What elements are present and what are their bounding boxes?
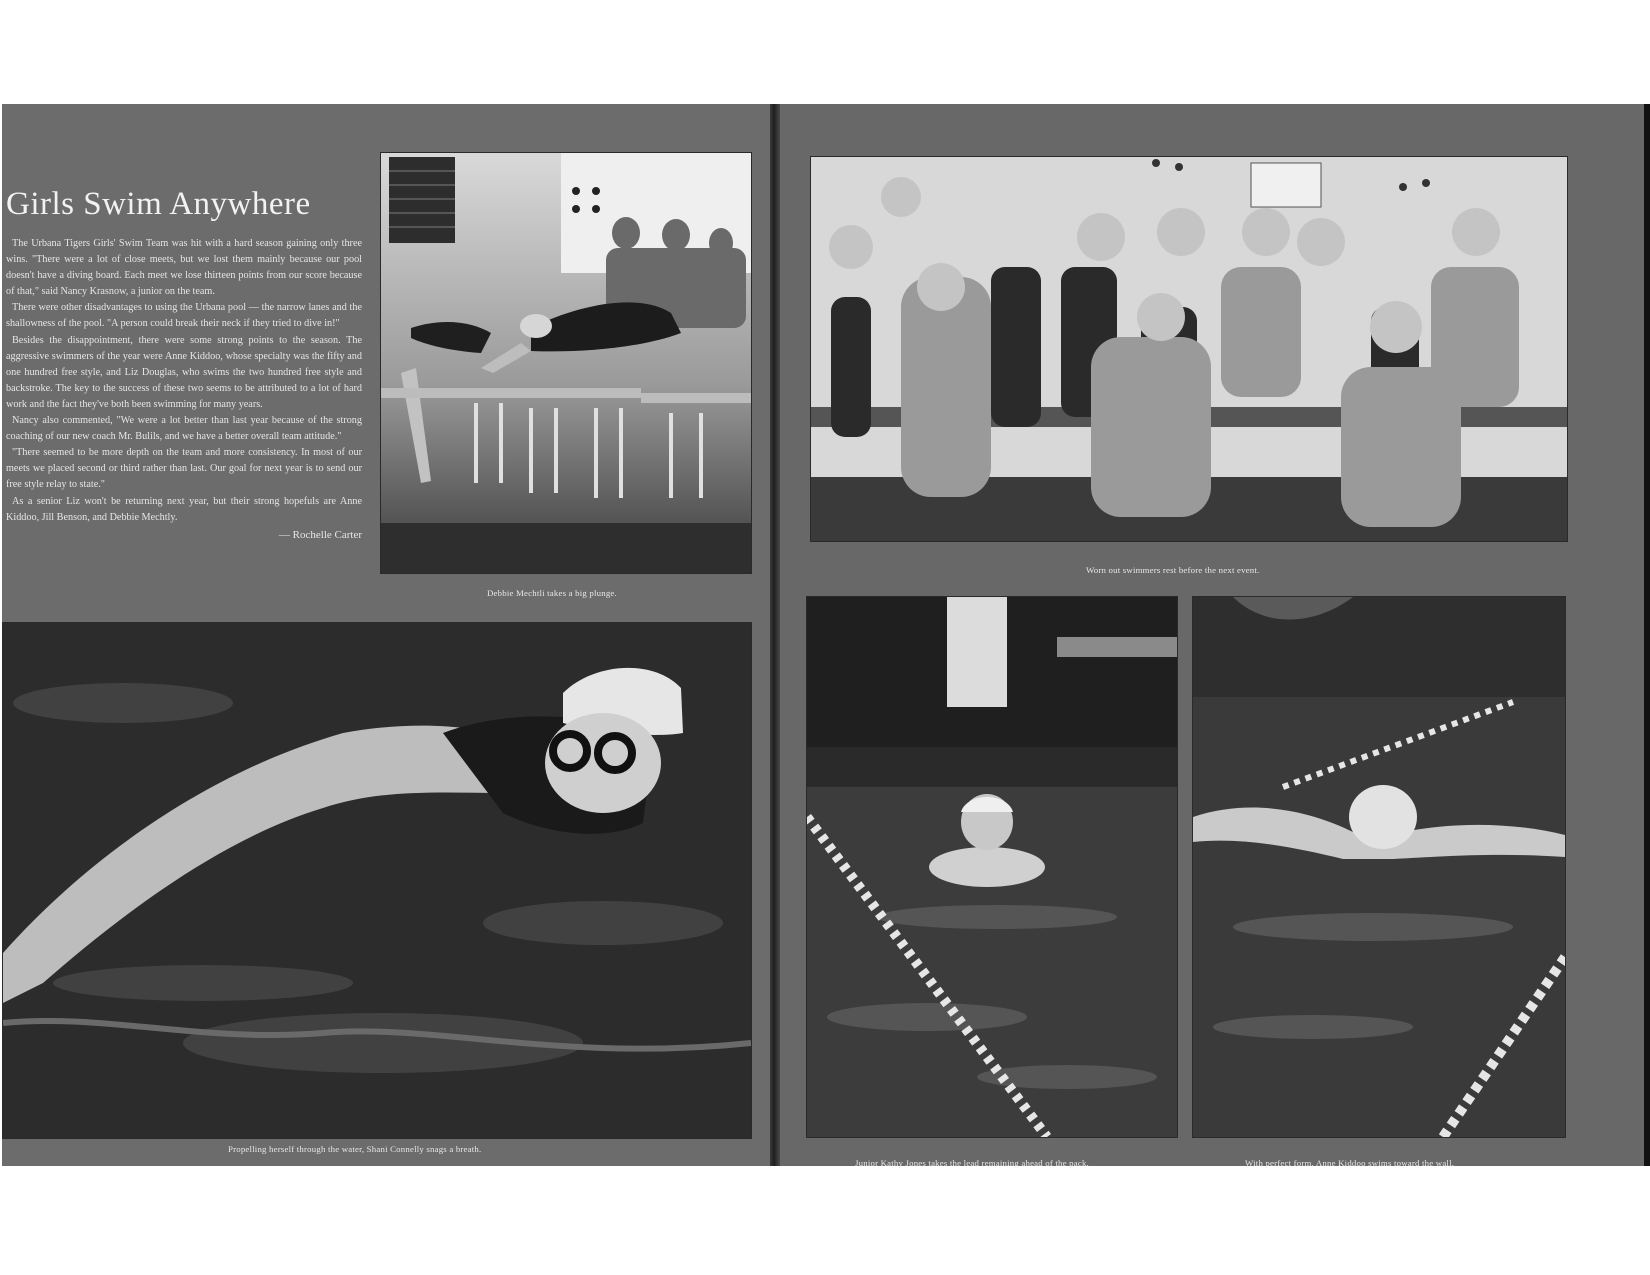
article-paragraph: "There seemed to be more depth on the team and more consistency. In most of our meets we placed second or third rather than last. Our goal for next year is to send our free style relay to state." — [6, 447, 362, 491]
article-paragraph: The Urbana Tigers Girls' Swim Team was hit with a hard season gaining only three wins. "There were a lot of close meets, but we lost them mainly because our pool doesn't have a diving board. Each meet we lose thirteen points from our score because of that," said Nancy Krasnow, a junior on the team. — [6, 238, 362, 298]
dive-caption: Debbie Mechtli takes a big plunge. — [487, 588, 617, 598]
page-edge — [1644, 104, 1650, 1166]
yearbook-spread — [0, 104, 1650, 1166]
lane-photo — [806, 596, 1178, 1138]
article-paragraph: As a senior Liz won't be returning next year, but their strong hopefuls are Anne Kiddoo, Jill Benson, and Debbie Mechtly. — [6, 495, 362, 523]
article-paragraph: There were other disadvantages to using the Urbana pool — the narrow lanes and the shallowness of the pool. "A person could break their neck if they tried to dive in!" — [6, 302, 362, 330]
article-title: Girls Swim Anywhere — [6, 186, 311, 222]
bench-photo — [810, 156, 1568, 542]
dive-photo — [380, 152, 752, 574]
article-paragraph: Besides the disappointment, there were some strong points to the season. The aggressive swimmers of the year were Anne Kiddoo, whose specialty was the fifty and one hundred free style, and Liz Douglas, who swims the two hundred free style and backstroke. The key to the success of these two seems to be attributed to a lot of hard work and the fact they've both been swimming for many years. — [6, 334, 362, 410]
butterfly-caption: With perfect form, Anne Kiddoo swims toward the wall. — [1245, 1158, 1455, 1168]
book-gutter — [770, 104, 780, 1166]
bench-caption: Worn out swimmers rest before the next event. — [1086, 565, 1260, 575]
article-byline: — Rochelle Carter — [278, 528, 362, 541]
lane-caption: Junior Kathy Jones takes the lead remaining ahead of the pack. — [855, 1158, 1089, 1168]
freestyle-caption: Propelling herself through the water, Shani Connelly snags a breath. — [228, 1144, 482, 1154]
butterfly-photo — [1192, 596, 1566, 1138]
article-paragraph: Nancy also commented, "We were a lot better than last year because of the strong coaching of our new coach Mr. Bulils, and we have a better overall team attitude." — [6, 415, 362, 443]
freestyle-photo — [2, 622, 752, 1139]
